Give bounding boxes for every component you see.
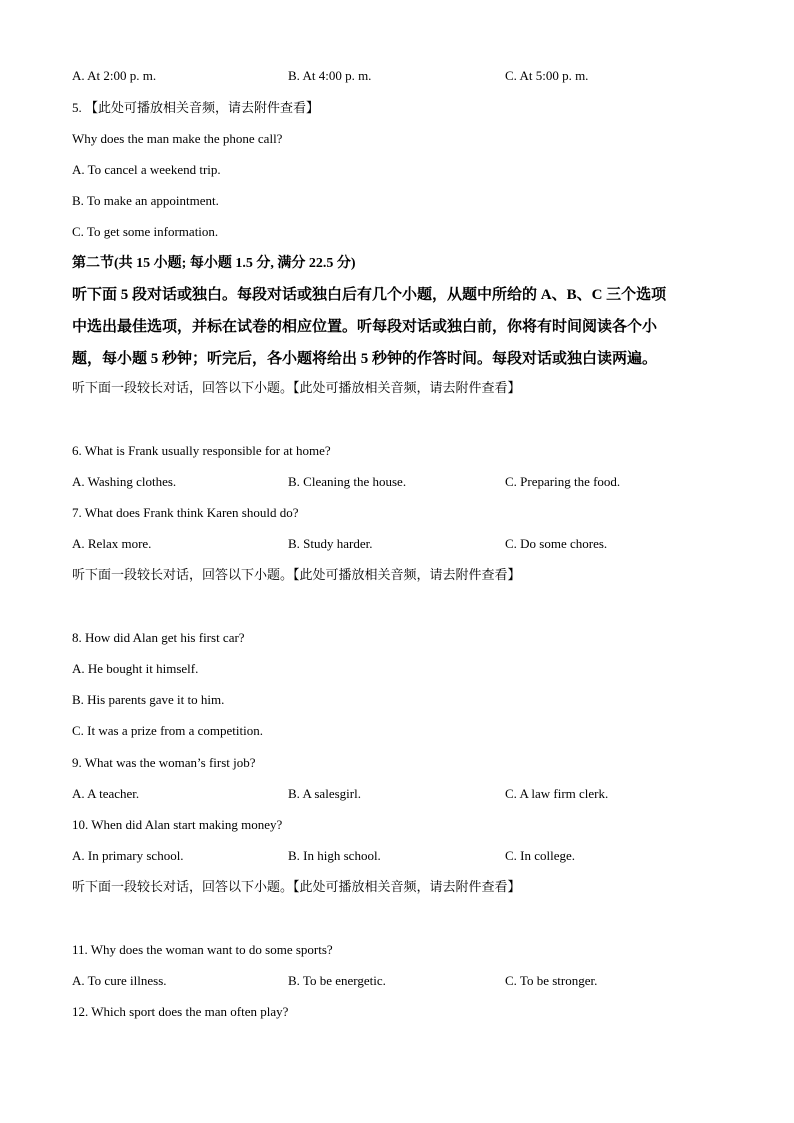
q7-option-a: A. Relax more. — [72, 536, 152, 551]
q8-option-b: B. His parents gave it to him. — [72, 692, 225, 707]
q8-option-c: C. It was a prize from a competition. — [72, 723, 263, 738]
q6-question: 6. What is Frank usually responsible for at home? — [72, 443, 331, 458]
section-2-title: 第二节(共 15 小题; 每小题 1.5 分, 满分 22.5 分) — [72, 256, 356, 271]
q4-option-a: A. At 2:00 p. m. — [72, 68, 157, 83]
q10-option-c: C. In college. — [505, 848, 576, 863]
section-2-instruction-3: 题，每小题 5 秒钟；听完后，各小题将给出 5 秒钟的作答时间。每段对话或独白读两遍。 — [72, 351, 658, 367]
section-2-instruction-2: 中选出最佳选项，并标在试卷的相应位置。听每段对话或独白前，你将有时间阅读各个小 — [72, 319, 658, 335]
listen-prompt-2[interactable]: 听下面一段较长对话，回答以下小题。【此处可播放相关音频，请去附件查看】 — [72, 567, 521, 582]
q9-option-b: B. A salesgirl. — [288, 786, 361, 801]
q5-audio-note[interactable]: 【此处可播放相关音频，请去附件查看】 — [85, 100, 320, 115]
q9-option-a: A. A teacher. — [72, 786, 140, 801]
q6-option-c: C. Preparing the food. — [505, 474, 621, 489]
q10-option-b: B. In high school. — [288, 848, 381, 863]
listen-prompt-3[interactable]: 听下面一段较长对话，回答以下小题。【此处可播放相关音频，请去附件查看】 — [72, 879, 521, 894]
q5-question: Why does the man make the phone call? — [72, 131, 283, 146]
q9-question: 9. What was the woman’s first job? — [72, 755, 256, 770]
q4-option-b: B. At 4:00 p. m. — [288, 68, 372, 83]
q7-option-b: B. Study harder. — [288, 536, 373, 551]
q11-option-c: C. To be stronger. — [505, 973, 598, 988]
q5-option-a: A. To cancel a weekend trip. — [72, 162, 221, 177]
q7-option-c: C. Do some chores. — [505, 536, 608, 551]
q8-option-a: A. He bought it himself. — [72, 661, 199, 676]
q11-option-b: B. To be energetic. — [288, 973, 386, 988]
q5-header — [72, 100, 319, 116]
q10-option-a: A. In primary school. — [72, 848, 184, 863]
q6-option-a: A. Washing clothes. — [72, 474, 177, 489]
q9-option-c: C. A law firm clerk. — [505, 786, 609, 801]
q11-question: 11. Why does the woman want to do some sports? — [72, 942, 333, 957]
listen-prompt-1[interactable]: 听下面一段较长对话，回答以下小题。【此处可播放相关音频，请去附件查看】 — [72, 380, 521, 395]
q5-option-b: B. To make an appointment. — [72, 193, 219, 208]
q11-option-a: A. To cure illness. — [72, 973, 167, 988]
q7-question: 7. What does Frank think Karen should do? — [72, 505, 299, 520]
q10-question: 10. When did Alan start making money? — [72, 817, 283, 832]
q8-question: 8. How did Alan get his first car? — [72, 630, 245, 645]
q5-option-c: C. To get some information. — [72, 224, 219, 239]
q5-number: 5. — [72, 100, 82, 115]
section-2-instruction-1: 听下面 5 段对话或独白。每段对话或独白后有几个小题，从题中所给的 A、B、C 三个选项 — [72, 287, 667, 303]
q12-question: 12. Which sport does the man often play? — [72, 1004, 289, 1019]
q6-option-b: B. Cleaning the house. — [288, 474, 407, 489]
q4-option-c: C. At 5:00 p. m. — [505, 68, 589, 83]
